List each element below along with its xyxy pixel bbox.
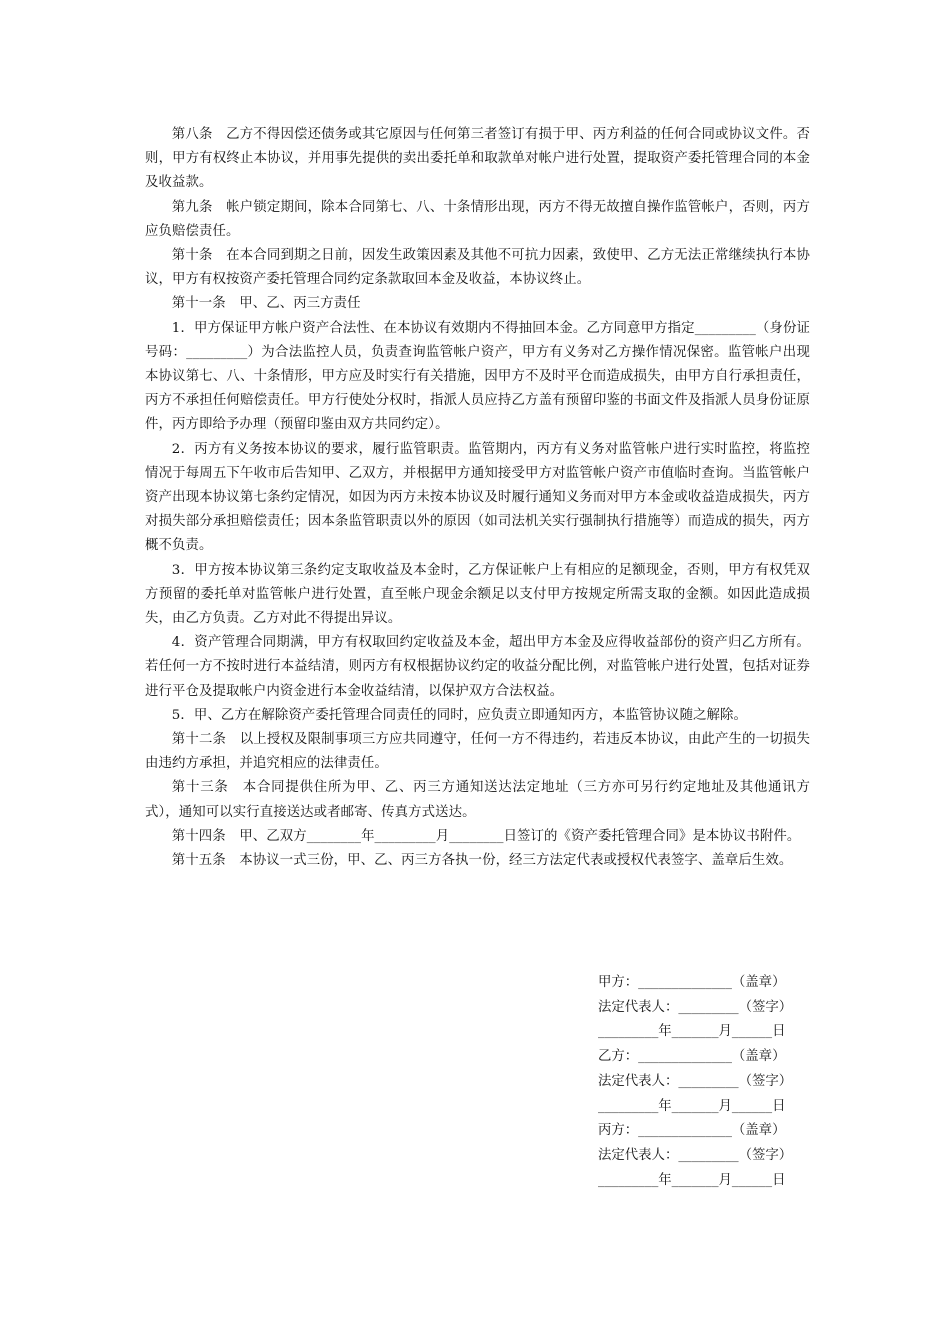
article-13: 第十三条 本合同提供住所为甲、乙、丙三方通知送达法定地址（三方亦可另行约定地址及其他通讯方式），通知可以实行直接送达或者邮寄、传真方式送达。: [145, 780, 810, 820]
party-a-seal-line: 甲方：______________（盖章）: [598, 975, 786, 990]
article-11-item-2: 2．丙方有义务按本协议的要求，履行监管职责。监管期内，丙方有义务对监管帐户进行实时监控，将监控情况于每周五下午收市后告知甲、乙双方，并根据甲方通知接受甲方对监管帐户资产市值临时查询。当监管帐户资产出现本协议第七条约定情况，如因为丙方未按本协议及时履行通知义务而对甲方本金或收益造成损失，丙方对损失部分承担赔偿责任；因本条监管职责以外的原因（如司法机关实行强制执行措施等）而造成的损失，丙方概不负责。: [145, 441, 810, 554]
article-8: 第八条 乙方不得因偿还债务或其它原因与任何第三者签订有损于甲、丙方利益的任何合同或协议文件。否则，甲方有权终止本协议，并用事先提供的卖出委托单和取款单对帐户进行处置，提取资产委托管理合同的本金及收益款。: [145, 127, 810, 191]
party-a-date-line: _________年_______月______日: [598, 1024, 786, 1040]
party-b-date-line: _________年_______月______日: [598, 1098, 786, 1114]
article-10: 第十条 在本合同到期之日前，因发生政策因素及其他不可抗力因素，致使甲、乙方无法正常继续执行本协议，甲方有权按资产委托管理合同约定条款取回本金及收益，本协议终止。: [145, 248, 810, 288]
article-12: 第十二条 以上授权及限制事项三方应共同遵守，任何一方不得违约，若违反本协议，由此产生的一切损失由违约方承担，并追究相应的法律责任。: [145, 732, 810, 772]
party-c-seal-line: 丙方：______________（盖章）: [598, 1123, 786, 1139]
party-c-representative-line: 法定代表人：_________（签字）: [598, 1147, 793, 1163]
article-11-item-5: 5．甲、乙方在解除资产委托管理合同责任的同时，应负责立即通知丙方，本监管协议随之解除。: [171, 707, 748, 723]
article-9: 第九条 帐户锁定期间，除本合同第七、八、十条情形出现，丙方不得无故擅自操作监管帐户，否则，丙方应负赔偿责任。: [145, 199, 810, 239]
party-a-representative-line: 法定代表人：_________（签字）: [598, 999, 793, 1015]
article-15: 第十五条 本协议一式三份，甲、乙、丙三方各执一份，经三方法定代表或授权代表签字、盖章后生效。: [171, 853, 793, 869]
article-14: 第十四条 甲、乙双方________年_________月________日签订的《资产委托管理合同》是本协议书附件。: [171, 828, 801, 844]
agreement-body: [145, 123, 810, 873]
article-11-item-1: 1．甲方保证甲方帐户资产合法性、在本协议有效期内不得抽回本金。乙方同意甲方指定_________（身份证号码：_________）为合法监控人员，负责查询监管帐户资产，甲方有义务对乙方操作情况保密。监管帐户出现本协议第七、八、十条情形，甲方应及时实行有关措施，因甲方不及时平仓而造成损失，由甲方自行承担责任，丙方不承担任何赔偿责任。甲方行使处分权时，指派人员应持乙方盖有预留印鉴的书面文件及指派人员身份证原件，丙方即给予办理（预留印鉴由双方共同约定）。: [145, 320, 810, 433]
party-c-date-line: _________年_______月______日: [598, 1172, 786, 1188]
article-11-heading: 第十一条 甲、乙、丙三方责任: [171, 296, 361, 312]
article-11-item-3: 3．甲方按本协议第三条约定支取收益及本金时，乙方保证帐户上有相应的足额现金，否则，甲方有权凭双方预留的委托单对监管帐户进行处置，直至帐户现金余额足以支付甲方按规定所需支取的金额。如因此造成损失，由乙方负责。乙方对此不得提出异议。: [145, 562, 810, 627]
party-b-seal-line: 乙方：______________（盖章）: [598, 1049, 786, 1065]
party-b-representative-line: 法定代表人：_________（签字）: [598, 1073, 793, 1089]
signature-block: [598, 971, 813, 1193]
article-11-item-4: 4．资产管理合同期满，甲方有权取回约定收益及本金，超出甲方本金及应得收益部份的资产归乙方所有。若任何一方不按时进行本益结清，则丙方有权根据协议约定的收益分配比例，对监管帐户进行处置，包括对证券进行平仓及提取帐户内资金进行本金收益结清，以保护双方合法权益。: [145, 635, 810, 699]
